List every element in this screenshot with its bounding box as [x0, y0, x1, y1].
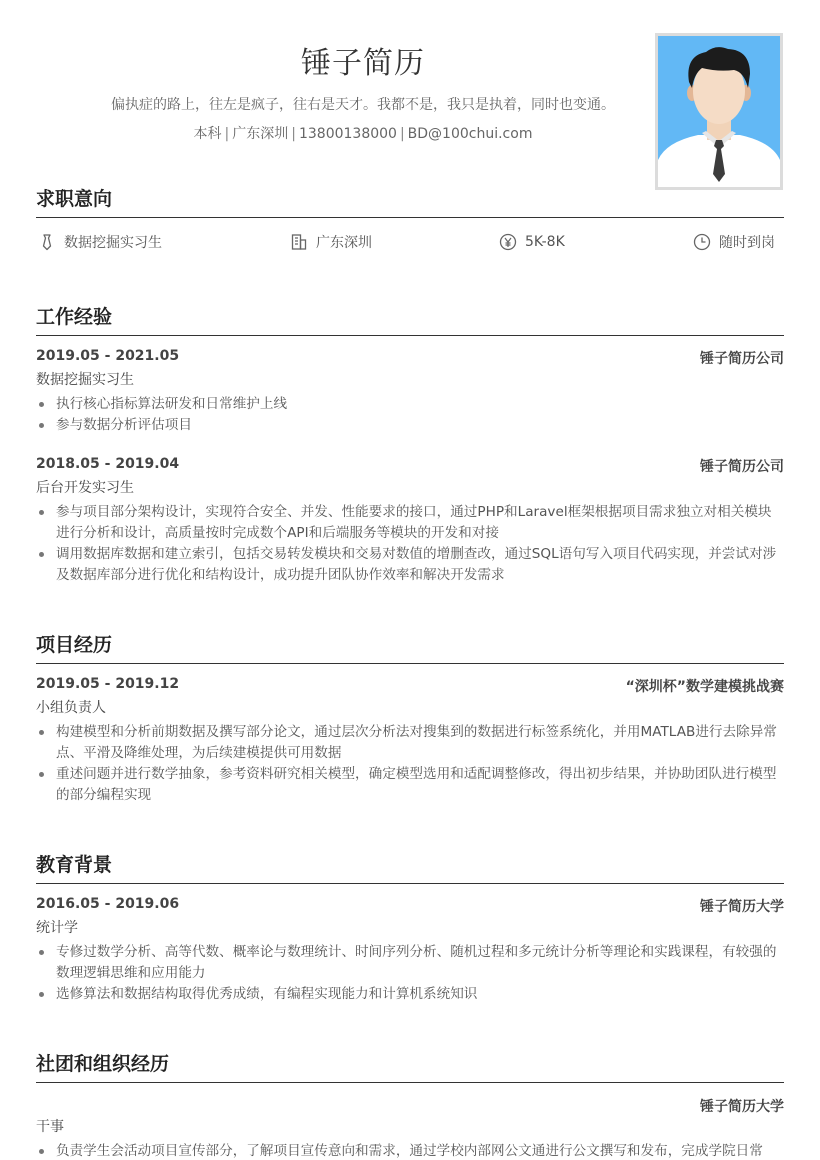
section-divider: [36, 663, 784, 664]
yuan-icon: [499, 233, 517, 251]
entry-organization: 锤子简历公司: [700, 459, 784, 475]
section-title-intent: 求职意向: [36, 188, 113, 210]
resume-motto: 偏执症的路上，往左是疯子，往右是天才。我都不是，我只是执着，同时也变通。: [111, 97, 615, 113]
intent-position-label: 数据挖掘实习生: [64, 235, 162, 251]
entry-bullets: [36, 942, 784, 1005]
list-item: 参与项目部分架构设计，实现符合安全、并发、性能要求的接口，通过PHP和Laravel框架根据项目需求独立对相关模块进行分析和设计，高质量按时完成数个API和后端服务等模块的开发和对接: [36, 502, 784, 544]
entry-organization: 锤子简历公司: [700, 351, 784, 367]
entry-bullets: [36, 722, 784, 806]
contact-phone: 13800138000: [298, 126, 397, 142]
contact-location: 广东深圳: [232, 126, 289, 142]
entry-role: 统计学: [36, 920, 78, 936]
resume-name: 锤子简历: [301, 46, 425, 81]
contact-separator: |: [291, 126, 296, 142]
work-entry-header: [36, 348, 784, 368]
entry-role: 小组负责人: [36, 700, 106, 716]
section-divider: [36, 1082, 784, 1083]
education-entry-header: [36, 896, 784, 916]
entry-date: 2016.05 - 2019.06: [36, 896, 180, 912]
intent-location-label: 广东深圳: [316, 235, 372, 251]
list-item: 重述问题并进行数学抽象，参考资料研究相关模型，确定模型选用和适配调整修改，得出初步结果，并协助团队进行模型的部分编程实现: [36, 764, 784, 806]
list-item: 调用数据库数据和建立索引，包括交易转发模块和交易对数值的增删查改，通过SQL语句写入项目代码实现，并尝试对涉及数据库部分进行优化和结构设计，成功提升团队协作效率和解决开发需求: [36, 544, 784, 586]
clock-icon: [693, 233, 711, 251]
contact-separator: |: [224, 126, 230, 142]
club-entry-header: [36, 1096, 784, 1116]
entry-role: 数据挖掘实习生: [36, 372, 134, 388]
intent-availability-label: 随时到岗: [719, 235, 775, 251]
entry-date: 2019.05 - 2021.05: [36, 348, 180, 364]
list-item: 专修过数学分析、高等代数、概率论与数理统计、时间序列分析、随机过程和多元统计分析等理论和实践课程，有较强的数理逻辑思维和应用能力: [36, 942, 784, 984]
list-item: 构建模型和分析前期数据及撰写部分论文，通过层次分析法对搜集到的数据进行标签系统化，并用MATLAB进行去除异常点、平滑及降维处理，为后续建模提供可用数据: [36, 722, 784, 764]
intent-location: [290, 232, 372, 252]
entry-date: 2018.05 - 2019.04: [36, 456, 180, 472]
entry-bullets: [36, 394, 784, 436]
project-entry-header: [36, 676, 784, 696]
entry-organization: 锤子简历大学: [700, 1099, 784, 1115]
entry-bullets: [36, 502, 784, 586]
intent-salary: [499, 232, 565, 252]
entry-organization: “深圳杯”数学建模挑战赛: [625, 679, 784, 695]
section-title-work: 工作经验: [36, 306, 113, 328]
work-entry-header: [36, 456, 784, 476]
intent-availability: [693, 232, 775, 252]
list-item: 执行核心指标算法研发和日常维护上线: [36, 394, 784, 415]
tie-icon: [38, 233, 56, 251]
section-title-project: 项目经历: [36, 634, 113, 656]
avatar-photo: [655, 33, 783, 190]
entry-date: 2019.05 - 2019.12: [36, 676, 180, 692]
entry-bullets: [36, 1141, 784, 1160]
entry-role: 后台开发实习生: [36, 480, 134, 496]
section-divider: [36, 217, 784, 218]
contact-email: BD@100chui.com: [407, 126, 533, 142]
entry-organization: 锤子简历大学: [700, 899, 784, 915]
section-title-education: 教育背景: [36, 854, 113, 876]
building-icon: [290, 233, 308, 251]
list-item: 选修算法和数据结构取得优秀成绩，有编程实现能力和计算机系统知识: [36, 984, 784, 1005]
list-item: 负责学生会活动项目宣传部分，了解项目宣传意向和需求，通过学校内部网公文通进行公文撰写和发布，完成学院日常: [36, 1141, 784, 1160]
section-title-club: 社团和组织经历: [36, 1053, 170, 1075]
contact-line: [0, 123, 726, 143]
intent-salary-label: 5K-8K: [525, 234, 565, 250]
intent-position: [38, 232, 162, 252]
contact-separator: |: [399, 126, 405, 142]
contact-education: 本科: [193, 126, 222, 142]
section-divider: [36, 883, 784, 884]
list-item: 参与数据分析评估项目: [36, 415, 784, 436]
section-divider: [36, 335, 784, 336]
entry-role: 干事: [36, 1119, 64, 1135]
